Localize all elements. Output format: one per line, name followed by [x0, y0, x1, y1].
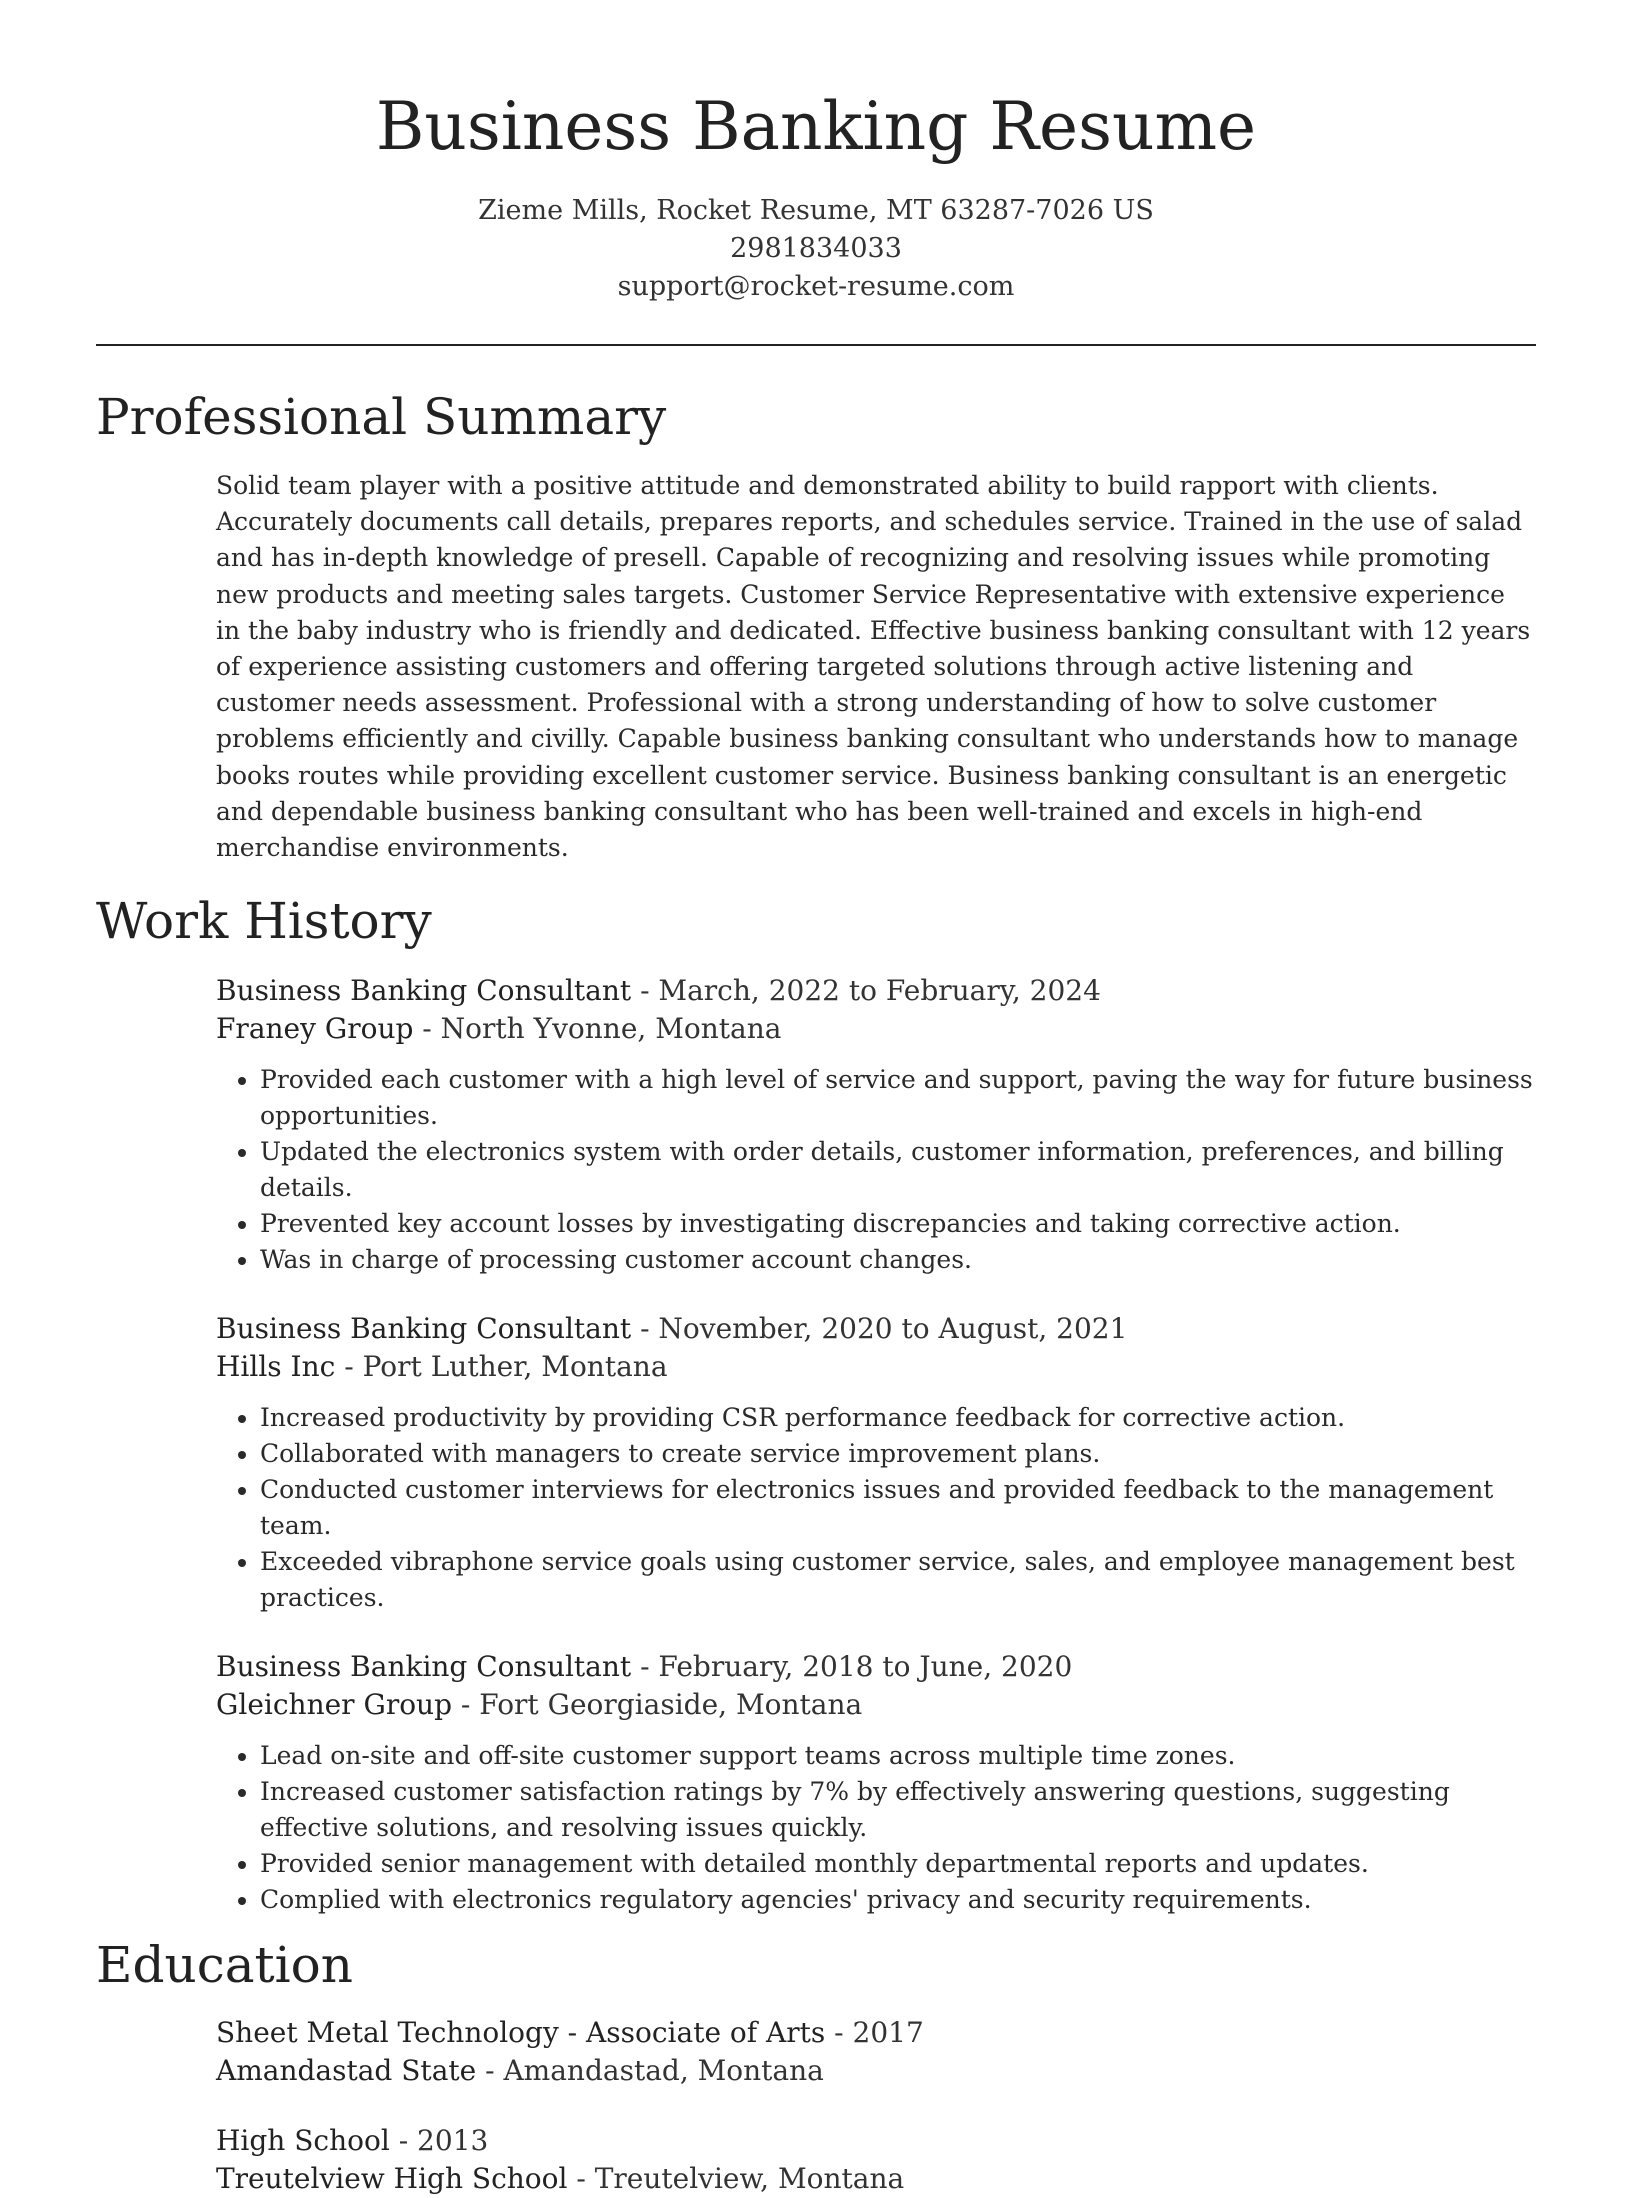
- education-location: - Amandastad, Montana: [476, 2054, 824, 2088]
- job-company-line: [216, 1686, 1536, 1724]
- contact-email: support@rocket-resume.com: [617, 271, 1015, 302]
- job-title-line: [216, 1310, 1536, 1348]
- job-title-line: [216, 972, 1536, 1010]
- job-bullet: • Prevented key account losses by investigating discrepancies and taking corrective action.: [260, 1206, 1536, 1242]
- education-degree-line: [216, 2122, 1536, 2160]
- job-bullet: • Conducted customer interviews for electronics issues and provided feedback to the management team.: [260, 1472, 1536, 1544]
- job-bullet: • Increased customer satisfaction ratings by 7% by effectively answering questions, suggesting effective solutions, and resolving issues quickly.: [260, 1774, 1536, 1846]
- job-location: - Fort Georgiaside, Montana: [452, 1688, 863, 1722]
- job-bullet: • Collaborated with managers to create service improvement plans.: [260, 1436, 1536, 1472]
- job-company-line: [216, 1348, 1536, 1386]
- education-school: Treutelview High School: [216, 2162, 568, 2196]
- work-history-heading: Work History: [96, 892, 432, 951]
- job-entry: [216, 972, 1536, 1278]
- job-entry: [216, 1648, 1536, 1918]
- work-history-section: [96, 888, 1536, 1918]
- summary-text: Solid team player with a positive attitude and demonstrated ability to build rapport with clients. Accurately documents call details, prepares reports, and schedules service. Trained in the use of salad and has in-depth knowledge of presell. Capable of recognizing and resolving issues while promoting new products and meeting sales targets. Customer Service Representative with extensive experience in the baby industry who is friendly and dedicated. Effective business banking consultant with 12 years of experience assisting customers and offering targeted solutions through active listening and customer needs assessment. Professional with a strong understanding of how to solve customer problems efficiently and civilly. Capable business banking consultant who understands how to manage books routes while providing excellent customer service. Business banking consultant is an energetic and dependable business banking consultant who has been well-trained and excels in high-end merchandise environments.: [216, 471, 1531, 863]
- education-entry: [216, 2014, 1536, 2090]
- job-bullet: • Updated the electronics system with order details, customer information, preferences, and billing details.: [260, 1134, 1536, 1206]
- summary-heading: Professional Summary: [96, 388, 667, 446]
- job-bullet: • Exceeded vibraphone service goals using customer service, sales, and employee management best practices.: [260, 1544, 1536, 1616]
- education-school-line: [216, 2052, 1536, 2090]
- contact-phone: 2981834033: [730, 233, 902, 264]
- education-school: Amandastad State: [216, 2054, 477, 2088]
- job-title: Business Banking Consultant: [216, 1650, 632, 1684]
- header-divider: [96, 344, 1536, 346]
- contact-info: [96, 192, 1536, 306]
- education-location: - Treutelview, Montana: [567, 2162, 905, 2196]
- education-field: High School: [216, 2124, 390, 2158]
- job-location: - Port Luther, Montana: [335, 1350, 668, 1384]
- education-entry: [216, 2122, 1536, 2198]
- education-degree: - Associate of Arts: [558, 2016, 826, 2050]
- job-company: Franey Group: [216, 1012, 414, 1046]
- job-bullets: [216, 1738, 1536, 1918]
- education-year: - 2017: [825, 2016, 924, 2050]
- contact-address: Zieme Mills, Rocket Resume, MT 63287-7026 US: [478, 195, 1154, 226]
- job-entry: [216, 1310, 1536, 1616]
- education-heading: Education: [96, 1936, 353, 1995]
- job-bullets: [216, 1062, 1536, 1278]
- education-section: [96, 1932, 1536, 2198]
- education-school-line: [216, 2160, 1536, 2198]
- job-company: Hills Inc: [216, 1350, 336, 1384]
- job-title: Business Banking Consultant: [216, 974, 632, 1008]
- resume-page: [96, 0, 1536, 2198]
- job-bullet: • Was in charge of processing customer account changes.: [260, 1242, 1536, 1278]
- job-title-line: [216, 1648, 1536, 1686]
- job-title: Business Banking Consultant: [216, 1312, 632, 1346]
- job-bullet: • Increased productivity by providing CSR performance feedback for corrective action.: [260, 1400, 1536, 1436]
- education-year: - 2013: [389, 2124, 489, 2158]
- resume-title: Business Banking Resume: [375, 88, 1257, 165]
- job-bullet: • Provided senior management with detailed monthly departmental reports and updates.: [260, 1846, 1536, 1882]
- job-dates: - February, 2018 to June, 2020: [631, 1650, 1073, 1684]
- resume-header: [96, 0, 1536, 306]
- job-bullet: • Complied with electronics regulatory agencies' privacy and security requirements.: [260, 1882, 1536, 1918]
- summary-section: [96, 384, 1536, 866]
- job-dates: - November, 2020 to August, 2021: [631, 1312, 1128, 1346]
- job-bullet: • Lead on-site and off-site customer support teams across multiple time zones.: [260, 1738, 1536, 1774]
- education-degree-line: [216, 2014, 1536, 2052]
- job-location: - North Yvonne, Montana: [413, 1012, 782, 1046]
- job-company: Gleichner Group: [216, 1688, 453, 1722]
- job-company-line: [216, 1010, 1536, 1048]
- job-bullet: • Provided each customer with a high level of service and support, paving the way for future business opportunities.: [260, 1062, 1536, 1134]
- education-field: Sheet Metal Technology: [216, 2016, 559, 2050]
- job-bullets: [216, 1400, 1536, 1616]
- job-dates: - March, 2022 to February, 2024: [631, 974, 1101, 1008]
